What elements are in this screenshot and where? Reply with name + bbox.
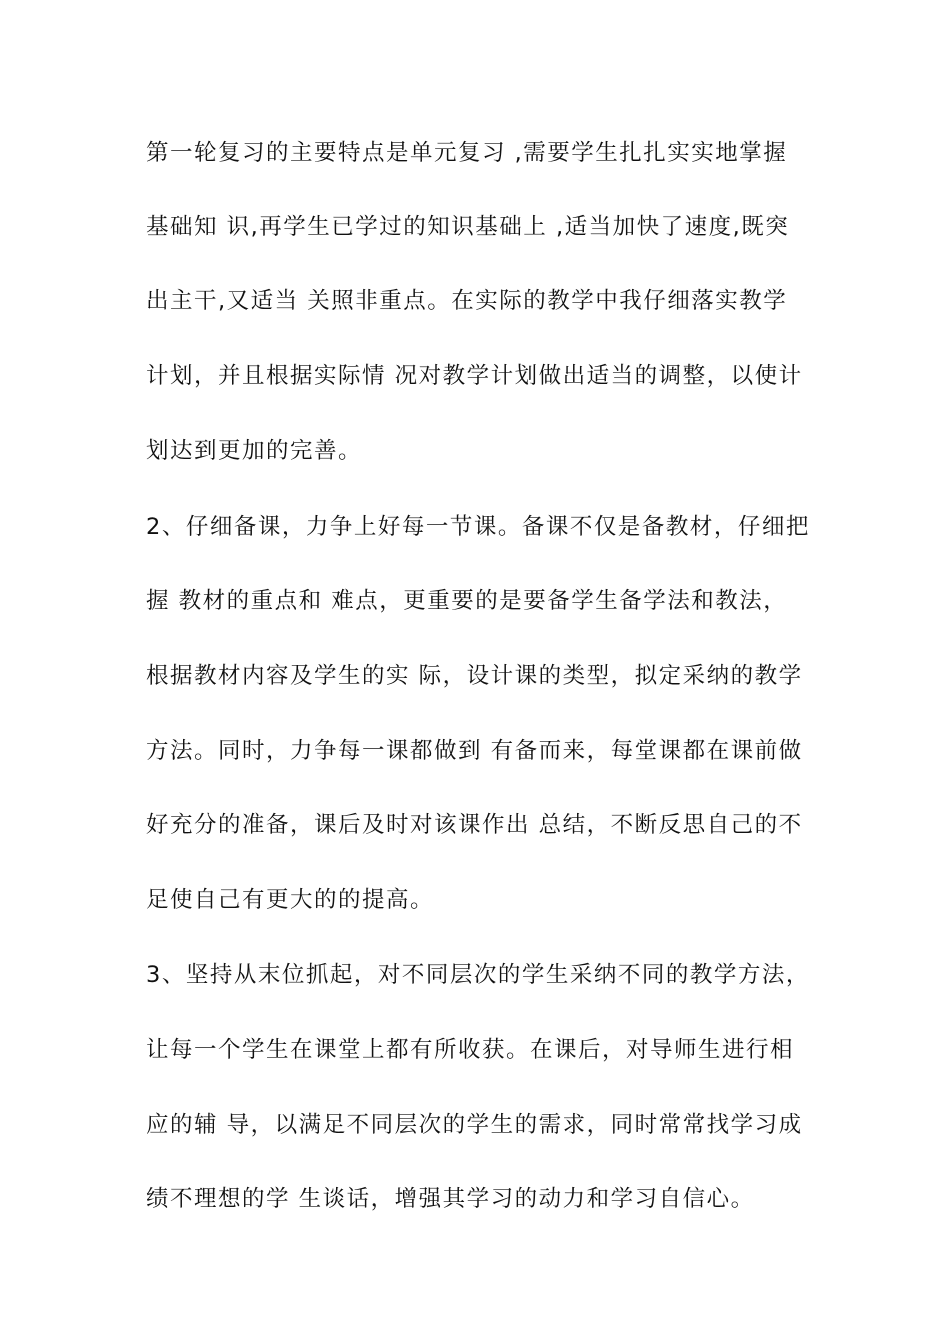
text-line: 基础知 识,再学生已学过的知识基础上 ,适当加快了速度,既突 — [146, 214, 790, 240]
text-line: 3、坚持从末位抓起，对不同层次的学生采纳不同的教学方法， — [146, 962, 810, 988]
text-line: 足使自己有更大的的提高。 — [146, 887, 435, 913]
text-line: 让每一个学生在课堂上都有所收获。在课后，对导师生进行相 — [146, 1037, 795, 1063]
text-line: 好充分的准备，课后及时对该课作出 总结，不断反思自己的不 — [146, 812, 803, 838]
text-line: 计划，并且根据实际情 况对教学计划做出适当的调整，以使计 — [146, 363, 803, 389]
text-line: 应的辅 导，以满足不同层次的学生的需求，同时常常找学习成 — [146, 1112, 803, 1138]
text-line: 2、仔细备课，力争上好每一节课。备课不仅是备教材，仔细把 — [146, 514, 810, 540]
text-line: 方法。同时，力争每一课都做到 有备而来，每堂课都在课前做 — [146, 738, 803, 764]
text-line: 绩不理想的学 生谈话，增强其学习的动力和学习自信心。 — [146, 1186, 755, 1212]
text-line: 出主干,又适当 关照非重点。在实际的教学中我仔细落实教学 — [146, 288, 788, 314]
text-line: 划达到更加的完善。 — [146, 438, 363, 464]
text-line: 第一轮复习的主要特点是单元复习 ,需要学生扎扎实实地掌握 — [146, 140, 788, 166]
text-line: 根据教材内容及学生的实 际，设计课的类型，拟定采纳的教学 — [146, 663, 803, 689]
text-line: 握 教材的重点和 难点，更重要的是要备学生备学法和教法， — [146, 588, 788, 614]
